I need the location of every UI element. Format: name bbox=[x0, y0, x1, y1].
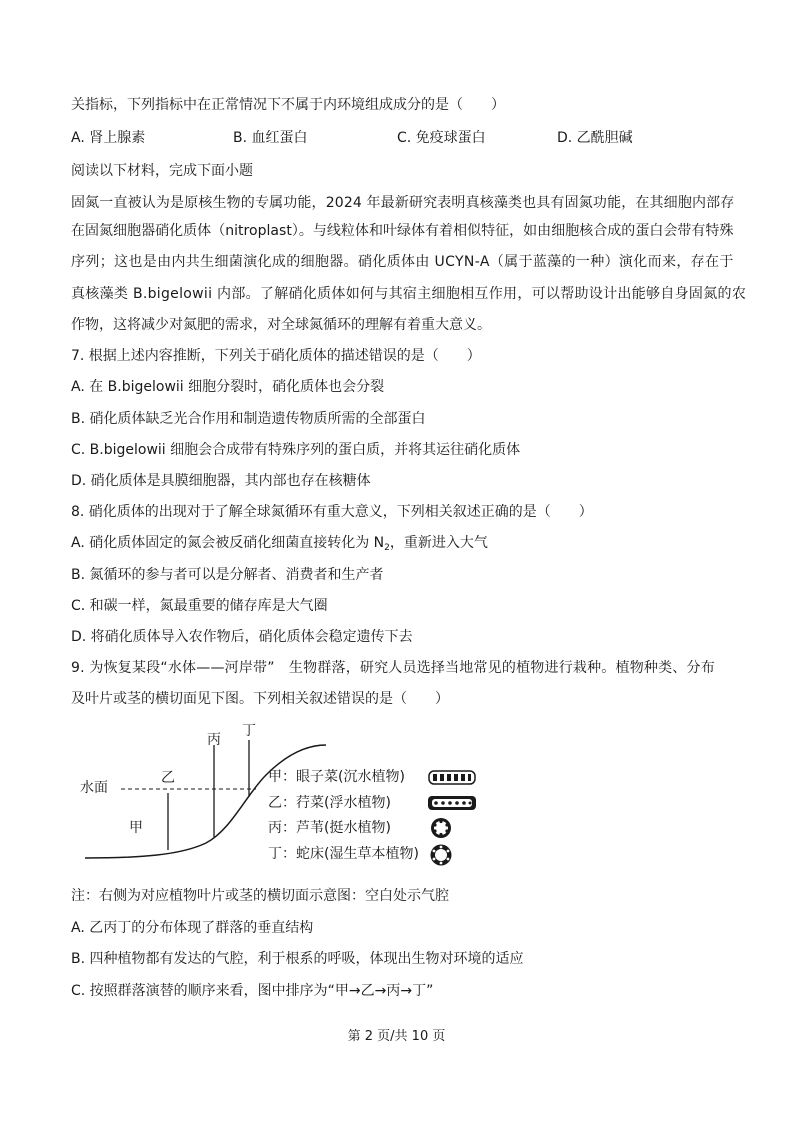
legend-item-ding: 丁：蛇床(湿生草本植物) bbox=[268, 846, 419, 862]
reading-intro: 阅读以下材料，完成下面小题 bbox=[71, 163, 253, 179]
subscript: 2 bbox=[384, 543, 390, 553]
water-surface-label: 水面 bbox=[80, 780, 108, 796]
q8-option-a-text-end: ，重新进入大气 bbox=[389, 535, 488, 551]
q6-option-c: C. 免疫球蛋白 bbox=[397, 130, 486, 146]
cross-section-icons bbox=[426, 765, 486, 875]
q7-option-c: C. B.bigelowii 细胞会合成带有特殊序列的蛋白质，并将其运往硝化质体 bbox=[71, 442, 521, 458]
plant-distribution-figure bbox=[71, 715, 481, 875]
passage-line: 在固氮细胞器硝化质体（nitroplast）。与线粒体和叶绿体有着相似特征，如由细胞核合成的蛋白会带有特殊 bbox=[71, 223, 734, 239]
q7-option-d: D. 硝化质体是具膜细胞器，其内部也存在核糖体 bbox=[71, 473, 371, 489]
page-footer: 第 2 页/共 10 页 bbox=[347, 1029, 446, 1044]
q8-option-a-text: A. 硝化质体固定的氮会被反硝化细菌直接转化为 N bbox=[71, 535, 385, 551]
q7-option-a: A. 在 B.bigelowii 细胞分裂时，硝化质体也会分裂 bbox=[71, 379, 385, 395]
stem-cross-section-icon bbox=[431, 845, 452, 866]
question-9-stem-cont: 及叶片或茎的横切面见下图。下列相关叙述错误的是（ ） bbox=[71, 691, 449, 707]
passage-line: 作物，这将减少对氮肥的需求，对全球氮循环的理解有着重大意义。 bbox=[71, 317, 491, 333]
passage-line: 序列；这也是由内共生细菌演化成的细胞器。硝化质体由 UCYN-A（属于蓝藻的一种）演化而来，存在于 bbox=[71, 254, 734, 270]
question-8-stem: 8. 硝化质体的出现对于了解全球氮循环有重大意义，下列相关叙述正确的是（ ） bbox=[71, 504, 593, 520]
q8-option-c: C. 和碳一样，氮最重要的储存库是大气圈 bbox=[71, 598, 328, 614]
question-7-stem: 7. 根据上述内容推断，下列关于硝化质体的描述错误的是（ ） bbox=[71, 348, 481, 364]
legend-item-jia: 甲：眼子菜(沉水植物) bbox=[268, 769, 405, 785]
leaf-cross-section-icon bbox=[428, 796, 476, 810]
q8-option-a bbox=[71, 533, 488, 558]
plant-label-bing: 丙 bbox=[207, 732, 221, 748]
plant-label-jia: 甲 bbox=[129, 820, 143, 836]
q9-option-c: C. 按照群落演替的顺序来看，图中排序为“甲→乙→丙→丁” bbox=[71, 983, 434, 999]
q9-option-a: A. 乙丙丁的分布体现了群落的垂直结构 bbox=[71, 920, 314, 936]
legend-item-yi: 乙：荇菜(浮水植物) bbox=[268, 795, 391, 811]
question-6-tail: 关指标，下列指标中在正常情况下不属于内环境组成成分的是（ ） bbox=[71, 97, 505, 113]
q9-option-b: B. 四种植物都有发达的气腔，利于根系的呼吸，体现出生物对环境的适应 bbox=[71, 951, 524, 967]
passage-line: 真核藻类 B.bigelowii 内部。了解硝化质体如何与其宿主细胞相互作用，可以帮助设计出能够自身固氮的农 bbox=[71, 286, 747, 302]
q6-option-d: D. 乙酰胆碱 bbox=[557, 130, 633, 146]
q6-option-a: A. 肾上腺素 bbox=[71, 130, 146, 146]
q8-option-d: D. 将硝化质体导入农作物后，硝化质体会稳定遗传下去 bbox=[71, 629, 413, 645]
legend-item-bing: 丙：芦苇(挺水植物) bbox=[268, 820, 391, 836]
question-9-stem: 9. 为恢复某段“水体——河岸带” 生物群落，研究人员选择当地常见的植物进行栽种。植物种类、分布 bbox=[71, 660, 715, 676]
q8-option-b: B. 氮循环的参与者可以是分解者、消费者和生产者 bbox=[71, 567, 384, 583]
plant-label-yi: 乙 bbox=[161, 770, 175, 786]
figure-note: 注：右侧为对应植物叶片或茎的横切面示意图：空白处示气腔 bbox=[71, 888, 449, 904]
q6-option-b: B. 血红蛋白 bbox=[233, 130, 308, 146]
leaf-cross-section-icon bbox=[429, 771, 475, 784]
stem-cross-section-icon bbox=[431, 818, 451, 838]
passage-line: 固氮一直被认为是原核生物的专属功能，2024 年最新研究表明真核藻类也具有固氮功能，在其细胞内部存 bbox=[71, 195, 735, 211]
q7-option-b: B. 硝化质体缺乏光合作用和制造遗传物质所需的全部蛋白 bbox=[71, 411, 426, 427]
plant-label-ding: 丁 bbox=[242, 723, 256, 739]
